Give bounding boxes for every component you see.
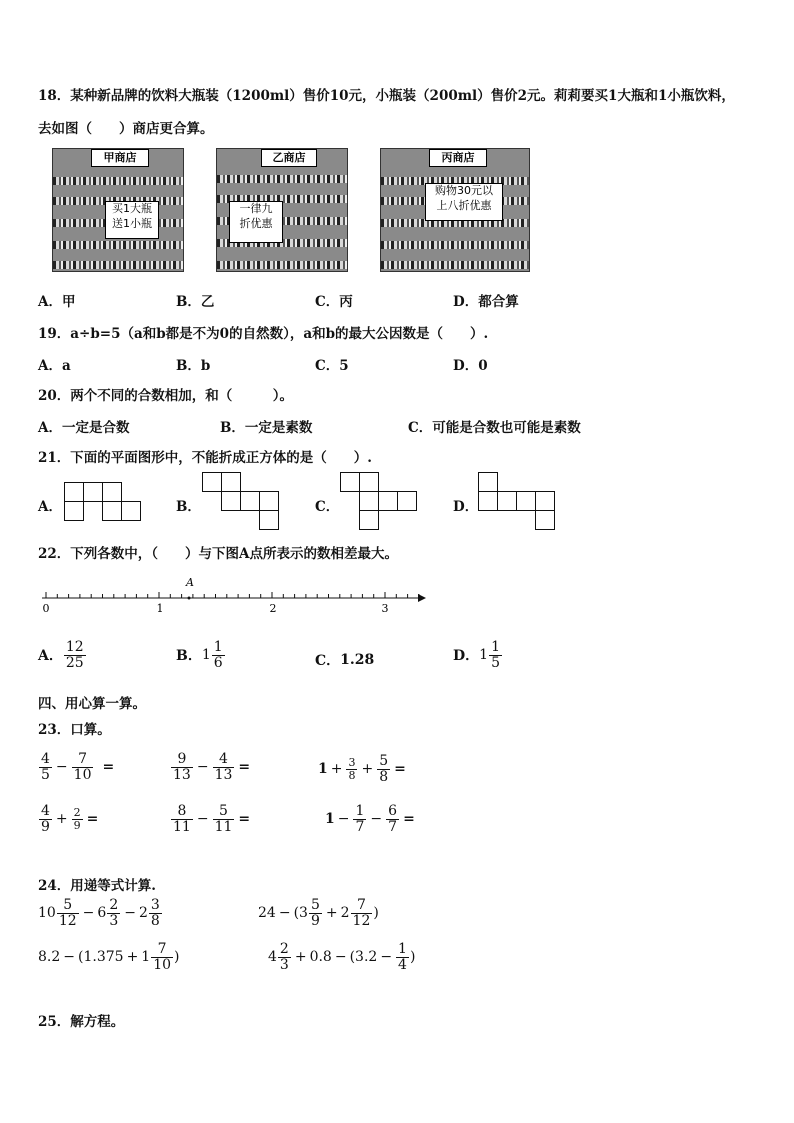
q22-option-b[interactable]: B． 1 $\frac{1}{6}$ (176, 639, 223, 671)
q21-option-c-label[interactable]: C． (315, 499, 340, 515)
q24-text: 24．用递等式计算. (38, 878, 156, 894)
q24-expr-2: 24 − ( 3 $\frac{5}{9}$ + 2 $\frac{7}{12}$ ) (258, 897, 379, 929)
store-name-yi: 乙商店 (261, 149, 317, 167)
point-a-label: A (186, 576, 194, 589)
store-photo-jia (52, 148, 184, 272)
section-4-title: 四、用心算一算。 (38, 696, 146, 712)
store-name-bing: 丙商店 (429, 149, 487, 167)
q24-expr-4: 4 $\frac{2}{3}$ + 0.8 − ( 3.2 − $\frac{1}{4}$ ) (268, 941, 416, 973)
q19-option-b[interactable]: B．b (176, 358, 211, 374)
q23-expr-2: $\frac{9}{13}$ − $\frac{4}{13}$ = (173, 751, 251, 783)
store-sign-yi: 一律九 折优惠 (229, 201, 283, 243)
q21-option-b-label[interactable]: B． (176, 499, 201, 515)
q20-option-b[interactable]: B．一定是素数 (220, 420, 313, 436)
q19-option-a[interactable]: A．a (38, 358, 71, 374)
q19-option-c[interactable]: C．5 (315, 358, 349, 374)
cube-net-a (64, 482, 144, 524)
tick-label-3: 3 (381, 602, 389, 615)
store-name-jia: 甲商店 (91, 149, 149, 167)
store-photo-yi (216, 148, 348, 272)
q19-text: 19．a÷b=5（a和b都是不为0的自然数），a和b的最大公因数是（ ）. (38, 326, 489, 342)
q21-option-d-label[interactable]: D． (453, 499, 479, 515)
q25-text: 25．解方程。 (38, 1014, 125, 1030)
cube-net-b (202, 472, 282, 532)
q22-text: 22．下列各数中，（ ）与下图A点所表示的数相差最大。 (38, 546, 399, 562)
q24-expr-3: 8.2 − ( 1.375 + 1 $\frac{7}{10}$ ) (38, 941, 180, 973)
q18-option-b[interactable]: B．乙 (176, 294, 215, 310)
q22-option-a[interactable]: A． $\frac{12}{25}$ (38, 639, 84, 671)
q21-option-a-label[interactable]: A． (38, 499, 62, 515)
q20-option-a[interactable]: A．一定是合数 (38, 420, 130, 436)
q21-text: 21．下面的平面图形中，不能折成正方体的是（ ）. (38, 450, 372, 466)
q18-text-line1: 18．某种新品牌的饮料大瓶装（1200ml）售价10元，小瓶装（200ml）售价2元。莉莉要买1大瓶和1小瓶饮料， (38, 88, 735, 104)
q23-expr-1: $\frac{4}{5}$ − $\frac{7}{10}$ = (41, 751, 115, 783)
q23-text: 23．口算。 (38, 722, 111, 738)
q24-expr-1: 10 $\frac{5}{12}$ − 6 $\frac{2}{3}$ − 2 $\frac{3}{8}$ (38, 897, 160, 929)
q23-expr-4: $\frac{4}{9}$ + $\frac{2}{9}$ = (41, 803, 99, 835)
tick-label-2: 2 (269, 602, 277, 615)
q23-expr-6: 1 − $\frac{1}{7}$ − $\frac{6}{7}$ = (325, 803, 415, 835)
point-a-marker (188, 597, 191, 600)
q23-expr-5: $\frac{8}{11}$ − $\frac{5}{11}$ = (173, 803, 251, 835)
q20-text: 20．两个不同的合数相加，和（ ）。 (38, 388, 294, 404)
store-photo-bing (380, 148, 530, 272)
number-line (30, 572, 430, 618)
q20-option-c[interactable]: C．可能是合数也可能是素数 (408, 420, 581, 436)
q22-option-d[interactable]: D． 1 $\frac{1}{5}$ (453, 639, 500, 671)
cube-net-c (340, 472, 420, 532)
tick-label-1: 1 (156, 602, 164, 615)
store-sign-jia: 买1大瓶 送1小瓶 (105, 201, 159, 239)
q18-text-line2: 去如图（ ）商店更合算。 (38, 121, 214, 137)
cube-net-d (478, 472, 558, 532)
q18-option-a[interactable]: A．甲 (38, 294, 76, 310)
store-sign-bing: 购物30元以 上八折优惠 (425, 183, 503, 221)
q19-option-d[interactable]: D．0 (453, 358, 488, 374)
q18-option-d[interactable]: D．都合算 (453, 294, 519, 310)
q22-option-c[interactable]: C． 1.28 (315, 652, 375, 669)
tick-label-0: 0 (42, 602, 50, 615)
q18-option-c[interactable]: C．丙 (315, 294, 353, 310)
q23-expr-3: 1 + $\frac{3}{8}$ + $\frac{5}{8}$ = (318, 753, 406, 785)
